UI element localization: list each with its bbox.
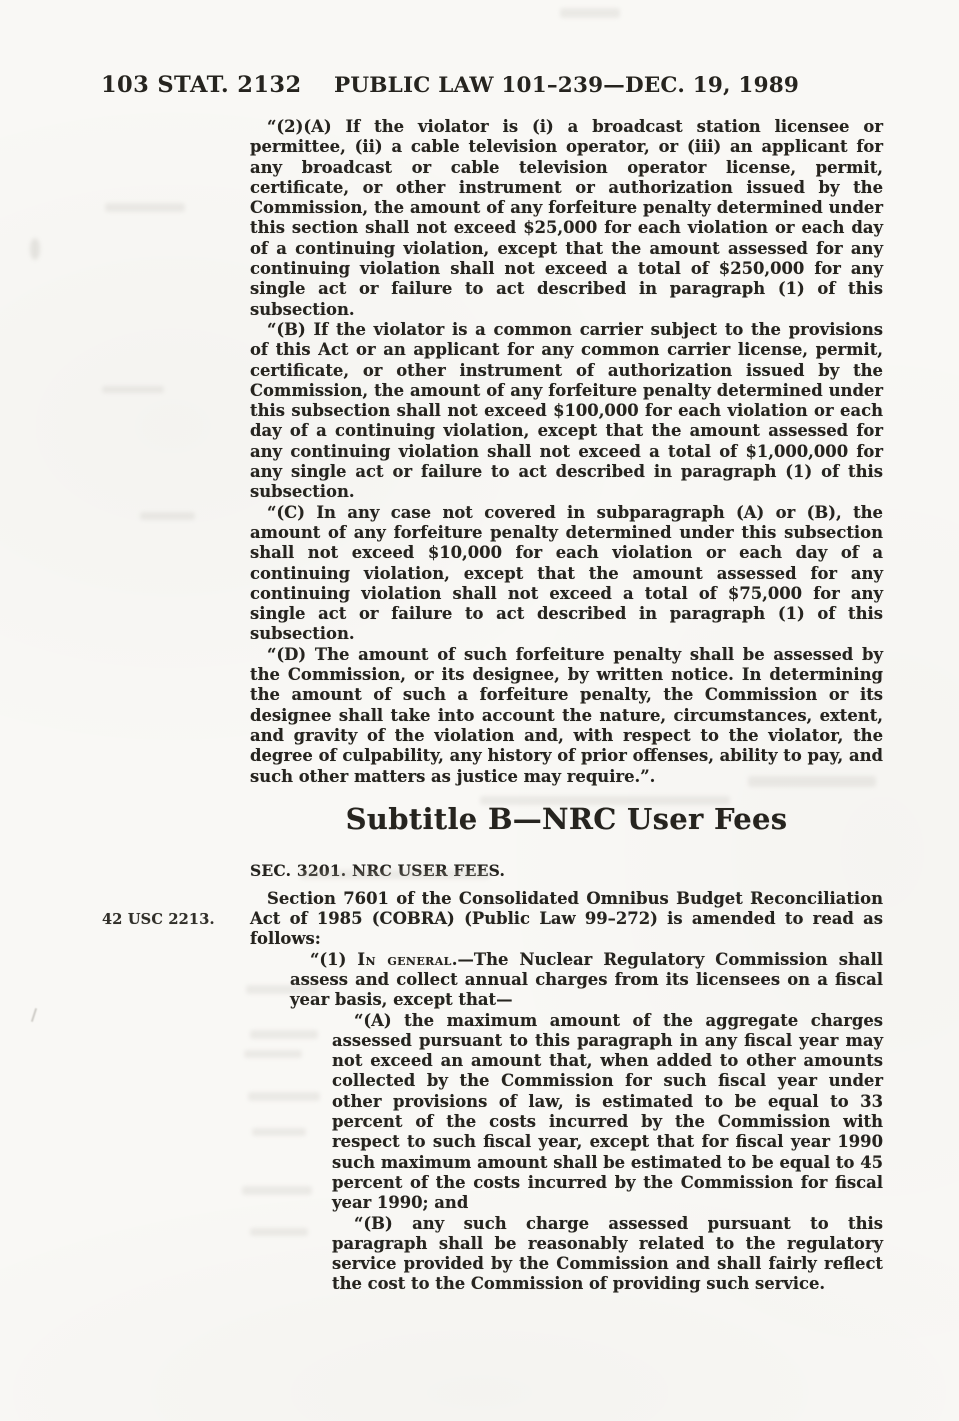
section-heading: SEC. 3201. NRC USER FEES. [250, 860, 506, 880]
amendment-paragraph-b: “(B) If the violator is a common carrier subject to the provisions of this Act or an applicant for any common carrier license, permit, certificate, or other instrument of authorization issued by the Commission, the amount of any forfeiture penalty determined under this subsection shall not exceed $100,000 for each violation or each day of a continuing violation, except that the amount assessed for any continuing violation shall not exceed a total of $1,000,000 for any single act or failure to act described in paragraph (1) of this subsection. [250, 319, 883, 502]
statute-text-column [102, 117, 883, 1295]
scan-artifact [560, 8, 620, 18]
intro-paragraph-text: Section 7601 of the Consolidated Omnibus Budget Reconciliation Act of 1985 (COBRA) (Public Law 99–272) is amended to read as follows: [250, 888, 883, 949]
law-citation: PUBLIC LAW 101–239—DEC. 19, 1989 [333, 73, 800, 98]
scan-artifact [102, 386, 164, 393]
scan-artifact [31, 1008, 37, 1022]
intro-paragraph [102, 888, 883, 950]
scan-artifact [105, 203, 185, 212]
scan-artifact [30, 238, 40, 260]
general-paragraph-lead: “(1) [310, 949, 358, 969]
subparagraph-a: “(A) the maximum amount of the aggregate charges assessed pursuant to this paragraph in any fiscal year may not exceed an amount that, when added to other amounts collected by the Commission for such fiscal year under other provisions of law, is estimated to be equal to 33 percent of the costs incurred by the Commission with respect to such fiscal year, except that for fiscal year 1990 such maximum amount shall be estimated to be equal to 45 percent of the costs incurred by the Commission for fiscal year 1990; and [332, 1010, 883, 1213]
uscode-margin-note: 42 USC 2213. [102, 910, 215, 928]
general-paragraph-rest: .—The Nuclear Regulatory Commission shall assess and collect annual charges from its licensees on a fiscal year basis, except that— [290, 949, 883, 1010]
amendment-paragraph-d: “(D) The amount of such forfeiture penalty shall be assessed by the Commission, or its designee, by written notice. In determining the amount of such a forfeiture penalty, the Commission or its designee shall take into account the nature, circumstances, extent, and gravity of the violation and, with respect to the violator, the degree of culpability, any history of prior offenses, ability to pay, and such other matters as justice may require.”. [250, 644, 883, 786]
scan-artifact [140, 512, 195, 520]
general-paragraph [290, 950, 883, 1011]
stat-citation: 103 STAT. 2132 [101, 72, 302, 98]
amendment-paragraph-c: “(C) In any case not covered in subparagraph (A) or (B), the amount of any forfeiture penalty determined under this subsection shall not exceed $10,000 for each violation or each day of a continuing violation, except that the amount assessed for any continuing violation shall not exceed a total of $75,000 for any single act or failure to act described in paragraph (1) of this subsection. [250, 502, 883, 644]
subparagraph-b: “(B) any such charge assessed pursuant to this paragraph shall be reasonably related to the regulatory service provided by the Commission and shall fairly reflect the cost to the Commission of providing such service. [332, 1213, 883, 1294]
subtitle-heading: Subtitle B—NRC User Fees [345, 801, 788, 836]
amendment-paragraph-2a: “(2)(A) If the violator is (i) a broadcast station licensee or permittee, (ii) a cable television operator, or (iii) an applicant for any broadcast or cable television operator license, permit, certificate, or other instrument or authorization issued by the Commission, the amount of any forfeiture penalty determined under this section shall not exceed $25,000 for each violation or each day of a continuing violation, except that the amount assessed for any continuing violation shall not exceed a total of $250,000 for any single act or failure to act described in paragraph (1) of this subsection. [250, 117, 883, 319]
general-paragraph-smallcaps: In general [357, 949, 452, 969]
